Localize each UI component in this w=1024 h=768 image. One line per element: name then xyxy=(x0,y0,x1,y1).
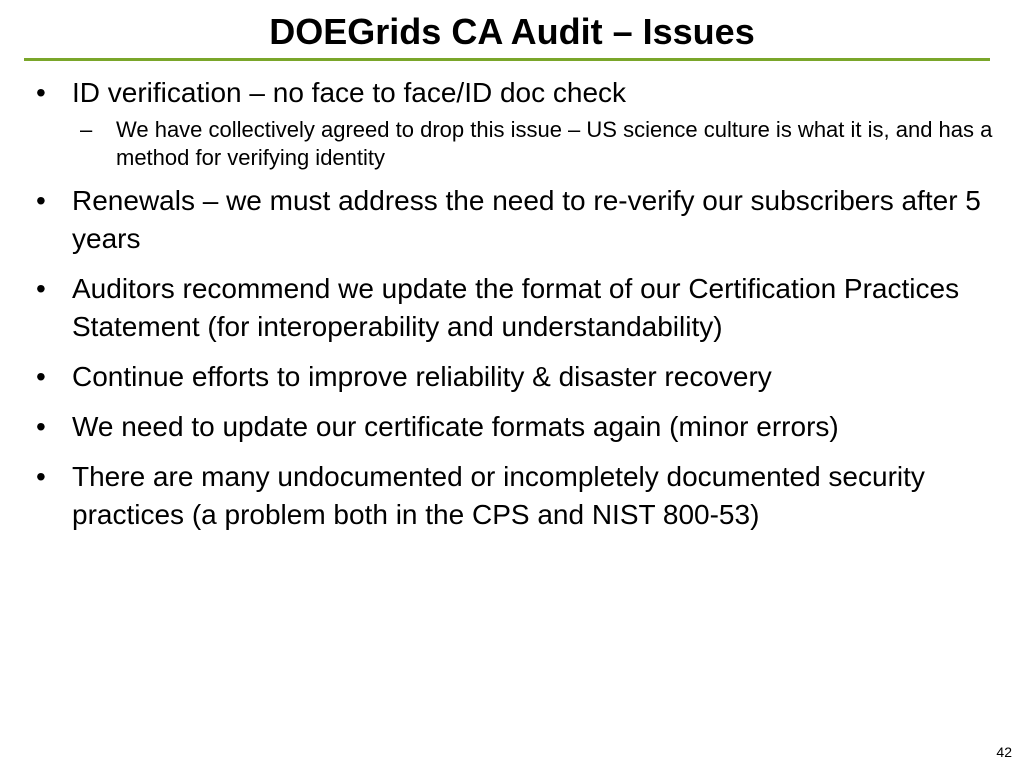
bullet-item xyxy=(32,182,1000,258)
bullet-icon: • xyxy=(36,411,46,442)
title-divider xyxy=(24,58,990,61)
bullet-text: We need to update our certificate formats again (minor errors) xyxy=(72,411,839,442)
sub-bullet-text: We have collectively agreed to drop this issue – US science culture is what it is, and has a method for verifying identity xyxy=(116,117,993,170)
bullet-item xyxy=(32,358,1000,396)
bullet-icon: • xyxy=(36,77,46,108)
bullet-item xyxy=(32,458,1000,534)
bullet-text: Continue efforts to improve reliability & disaster recovery xyxy=(72,361,772,392)
sub-bullet-item xyxy=(72,116,1000,172)
bullet-icon: • xyxy=(36,361,46,392)
bullet-icon: • xyxy=(36,185,46,216)
page-number: 42 xyxy=(996,744,1012,760)
bullet-item xyxy=(32,270,1000,346)
slide-title: DOEGrids CA Audit – Issues xyxy=(269,11,755,52)
bullet-text: Renewals – we must address the need to re-verify our subscribers after 5 years xyxy=(72,185,981,254)
bullet-text: There are many undocumented or incompletely documented security practices (a problem both in the CPS and NIST 800-53) xyxy=(72,461,925,530)
bullet-list xyxy=(32,74,1000,546)
bullet-text: Auditors recommend we update the format of our Certification Practices Statement (for interoperability and understandability) xyxy=(72,273,960,342)
bullet-text: ID verification – no face to face/ID doc check xyxy=(72,77,627,108)
bullet-item xyxy=(32,74,1000,112)
bullet-icon: • xyxy=(36,273,46,304)
bullet-item xyxy=(32,408,1000,446)
bullet-icon: • xyxy=(36,461,46,492)
dash-icon: – xyxy=(80,117,93,142)
